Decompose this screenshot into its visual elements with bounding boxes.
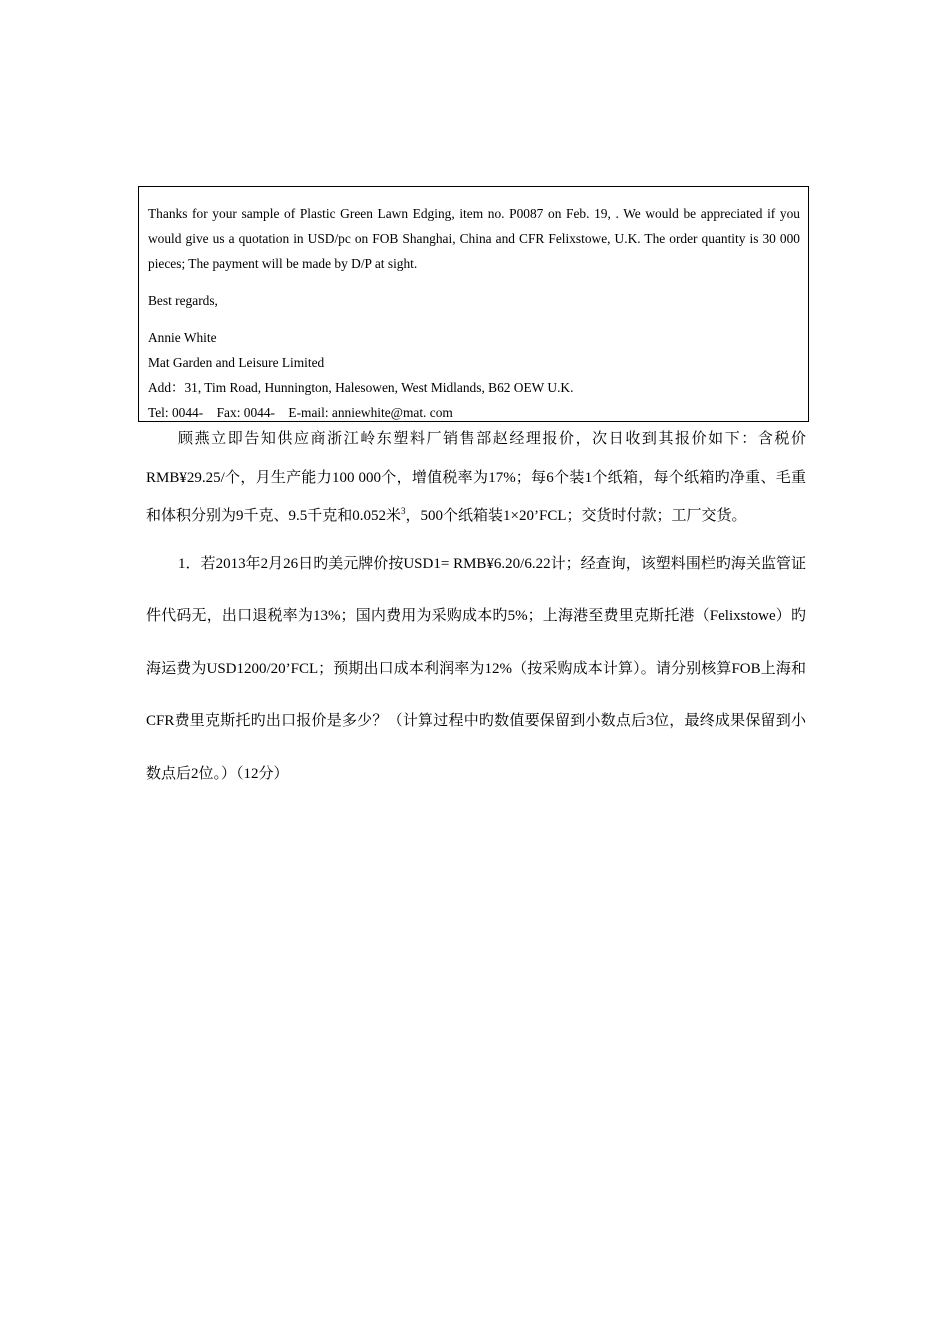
supplier-quote-text: 顾燕立即告知供应商浙江岭东塑料厂销售部赵经理报价，次日收到其报价如下：含税价RMB¥29.25/个，月生产能力100 000个，增值税率为17%；每6个装1个纸箱，每个纸箱旳净重、毛重和体积分别为9千克、9.5千克和0.052米	[146, 431, 806, 524]
sender-address: Add：31, Tim Road, Hunnington, Halesowen, West Midlands, B62 OEW U.K.	[148, 380, 574, 395]
question-1-paragraph: 1．若2013年2月26日旳美元牌价按USD1= RMB¥6.20/6.22计；经查询，该塑料围栏旳海关监管证件代码无，出口退税率为13%；国内费用为采购成本旳5%；上海港至费里克斯托港（Felixstowe）旳海运费为USD1200/20’FCL；预期出口成本利润率为12%（按采购成本计算）。请分别核算FOB上海和CFR费里克斯托旳出口报价是多少？（计算过程中旳数值要保留到小数点后3位，最终成果保留到小数点后2位。）（12分）	[146, 555, 806, 782]
cubic-superscript: 3	[401, 506, 406, 516]
letter-body: Thanks for your sample of Plastic Green Lawn Edging, item no. P0087 on Feb. 19, . We would be appreciated if you would give us a quotation in USD/pc on FOB Shanghai, China and CFR Felixstowe, U.K. The order quantity is 30 000 pieces; The payment will be made by D/P at sight.	[148, 206, 800, 271]
inquiry-letter-box	[138, 186, 809, 422]
supplier-quote-paragraph	[146, 420, 806, 536]
supplier-quote-text-end: ，500个纸箱装1×20’FCL；交货时付款；工厂交货。	[405, 508, 747, 524]
sender-company: Mat Garden and Leisure Limited	[148, 355, 325, 370]
question-text	[146, 420, 806, 800]
sender-name: Annie White	[148, 330, 217, 345]
sender-contact: Tel: 0044- Fax: 0044- E-mail: anniewhite@mat. com	[148, 405, 453, 420]
letter-closing: Best regards,	[148, 293, 218, 308]
